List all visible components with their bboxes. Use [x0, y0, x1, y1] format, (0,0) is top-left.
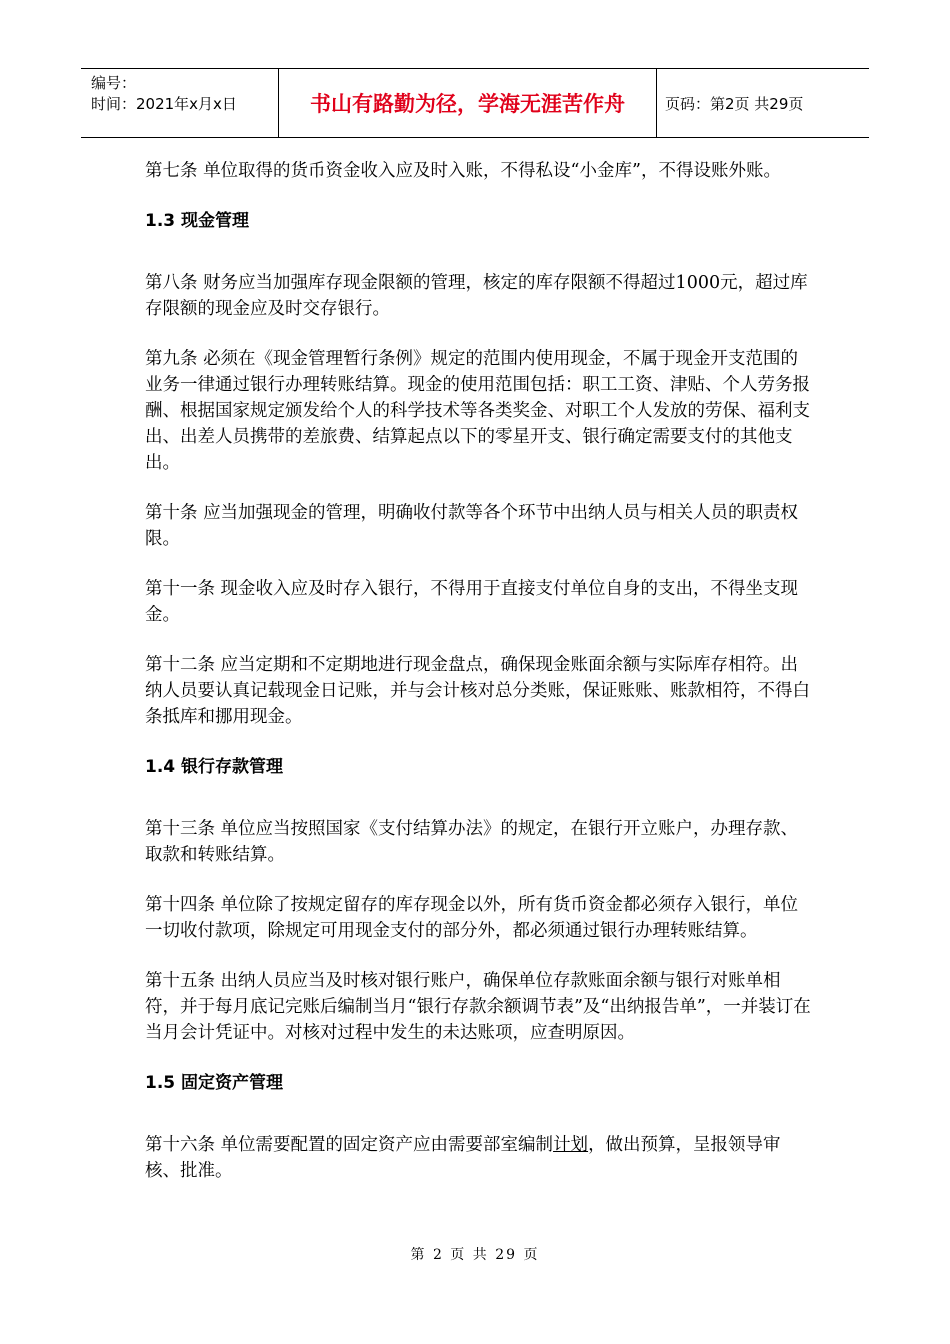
- article-16-text-end: ，做出预算，呈报领导审核、批准。: [145, 1135, 781, 1181]
- header-page-info: 页码：第2页 共29页: [665, 94, 804, 113]
- article-7: 第七条 单位取得的货币资金收入应及时入账，不得私设“小金库”，不得设账外账。: [145, 161, 781, 181]
- document-date: 时间：2021年x月x日: [91, 95, 237, 113]
- header-meta: [81, 69, 279, 137]
- article-15: 第十五条 出纳人员应当及时核对银行账户，确保单位存款账面余额与银行对账单相符，并于每月底记完账后编制当月“银行存款余额调节表”及“出纳报告单”，一并装订在当月会计凭证中。对核对过程中发生的未达账项，应查明原因。: [145, 971, 811, 1043]
- document-body: [145, 158, 813, 1208]
- header-motto: 书山有路勤为径，学海无涯苦作舟: [279, 69, 657, 137]
- page-header: [81, 68, 869, 138]
- section-heading-1-3: 1.3 现金管理: [145, 211, 250, 231]
- article-11: 第十一条 现金收入应及时存入银行，不得用于直接支付单位自身的支出，不得坐支现金。: [145, 579, 799, 625]
- plan-link[interactable]: 计划: [553, 1135, 589, 1155]
- article-16: [145, 1132, 813, 1184]
- article-8: 第八条 财务应当加强库存现金限额的管理，核定的库存限额不得超过1000元，超过库存限额的现金应及时交存银行。: [145, 273, 808, 319]
- section-heading-1-5: 1.5 固定资产管理: [145, 1073, 284, 1093]
- article-13: 第十三条 单位应当按照国家《支付结算办法》的规定，在银行开立账户，办理存款、取款和转账结算。: [145, 819, 799, 865]
- article-14: 第十四条 单位除了按规定留存的库存现金以外，所有货币资金都必须存入银行，单位一切收付款项，除规定可用现金支付的部分外，都必须通过银行办理转账结算。: [145, 895, 799, 941]
- article-12: 第十二条 应当定期和不定期地进行现金盘点，确保现金账面余额与实际库存相符。出纳人员要认真记载现金日记账，并与会计核对总分类账，保证账账、账款相符，不得白条抵库和挪用现金。: [145, 655, 810, 727]
- article-9: 第九条 必须在《现金管理暂行条例》规定的范围内使用现金，不属于现金开支范围的业务一律通过银行办理转账结算。现金的使用范围包括：职工工资、津贴、个人劳务报酬、根据国家规定颁发给个人的科学技术等各类奖金、对职工个人发放的劳保、福利支出、出差人员携带的差旅费、结算起点以下的零星开支、银行确定需要支付的其他支出。: [145, 349, 810, 473]
- page-footer: 第 2 页 共 29 页: [410, 1247, 540, 1263]
- section-heading-1-4: 1.4 银行存款管理: [145, 757, 284, 777]
- document-number-label: 编号：: [91, 74, 137, 92]
- article-10: 第十条 应当加强现金的管理，明确收付款等各个环节中出纳人员与相关人员的职责权限。: [145, 503, 799, 549]
- article-16-text-start: 第十六条 单位需要配置的固定资产应由需要部室编制: [145, 1135, 554, 1155]
